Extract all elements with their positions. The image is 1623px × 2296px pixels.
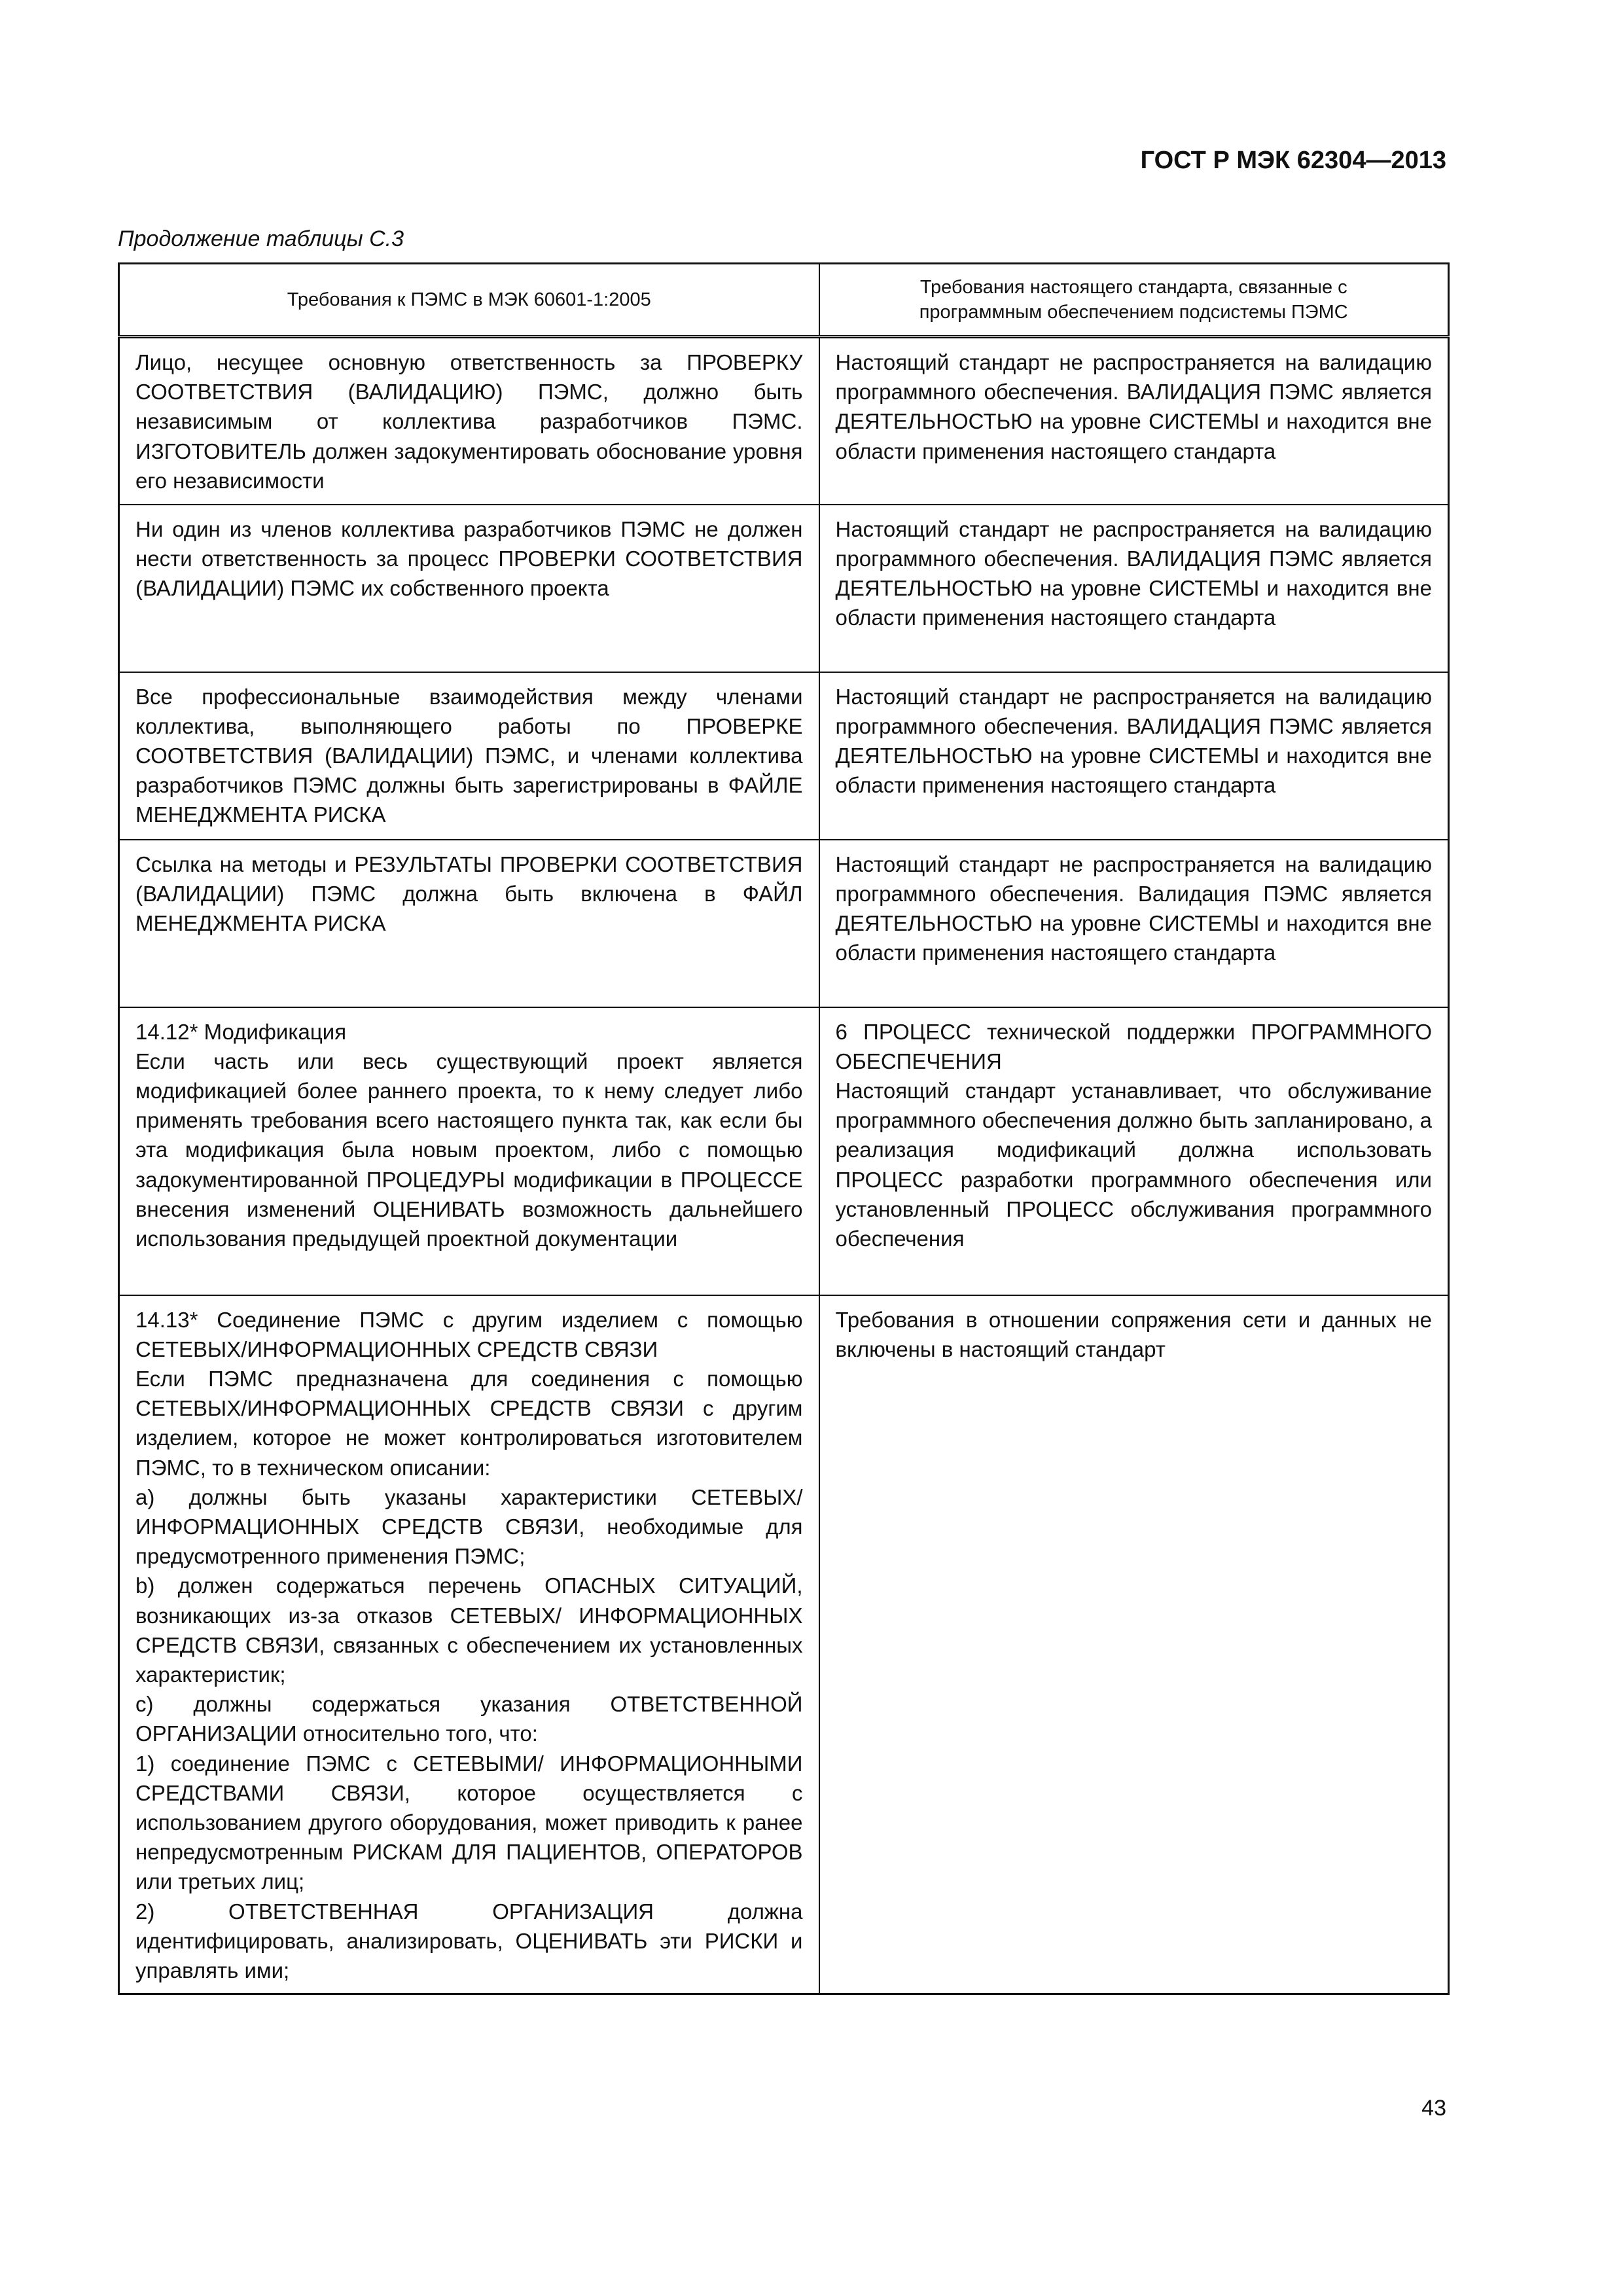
column-header-iec bbox=[119, 264, 819, 337]
cell-right bbox=[819, 337, 1449, 505]
cell-right bbox=[819, 840, 1449, 1007]
cell-left bbox=[119, 840, 819, 1007]
table-row bbox=[119, 1007, 1449, 1295]
cell-left bbox=[119, 337, 819, 505]
cell-right bbox=[819, 1007, 1449, 1295]
cell-right bbox=[819, 505, 1449, 672]
list-item: c) должны содержаться указания ОТВЕТСТВЕННОЙ ОРГАНИЗАЦИИ относительно того, что: bbox=[135, 1692, 803, 1746]
cell-left bbox=[119, 505, 819, 672]
table-row bbox=[119, 337, 1449, 505]
cell-left bbox=[119, 1295, 819, 1994]
column-header-label: Требования к ПЭМС в МЭК 60601-1:2005 bbox=[287, 289, 651, 310]
cell-text: Если ПЭМС предназначена для соединения с помощью СЕТЕВЫХ/ИНФОРМАЦИОННЫХ СРЕДСТВ СВЯЗИ с другим изделием, которое не может контролироваться изготовителем ПЭМС, то в техническом описании: bbox=[135, 1366, 803, 1480]
requirements-table bbox=[118, 262, 1450, 1995]
standard-header: ГОСТ Р МЭК 62304—2013 bbox=[1140, 147, 1446, 174]
cell-left bbox=[119, 1007, 819, 1295]
cell-text: Настоящий стандарт не распространяется на валидацию программного обеспечения. ВАЛИДАЦИЯ ПЭМС является ДЕЯТЕЛЬНОСТЬЮ на уровне СИСТЕМЫ и находится вне области применения настоящего стандарта bbox=[835, 516, 1432, 630]
column-header-label: Требования настоящего стандарта, связанные с программным обеспечением подсистемы ПЭМС bbox=[919, 277, 1348, 323]
cell-text: Ссылка на методы и РЕЗУЛЬТАТЫ ПРОВЕРКИ СООТВЕТСТВИЯ (ВАЛИДАЦИИ) ПЭМС должна быть включена в ФАЙЛ МЕНЕДЖМЕНТА РИСКА bbox=[135, 852, 803, 935]
cell-left bbox=[119, 672, 819, 840]
table-row bbox=[119, 505, 1449, 672]
list-item: 1) соединение ПЭМС с СЕТЕВЫМИ/ ИНФОРМАЦИОННЫМИ СРЕДСТВАМИ СВЯЗИ, которое осуществляется с использованием другого оборудования, может приводить к ранее непредусмотренным РИСКАМ ДЛЯ ПАЦИЕНТОВ, ОПЕРАТОРОВ или третьих лиц; bbox=[135, 1751, 803, 1894]
list-item: a) должны быть указаны характеристики СЕТЕВЫХ/ИНФОРМАЦИОННЫХ СРЕДСТВ СВЯЗИ, необходимые для предусмотренного применения ПЭМС; bbox=[135, 1484, 803, 1569]
cell-text: Если часть или весь существующий проект является модификацией более раннего проекта, то к нему следует либо применять требования всего настоящего пункта так, как если бы эта модификация была новым проектом, либо с помощью задокументированной ПРОЦЕДУРЫ модификации в ПРОЦЕССЕ внесения изменений ОЦЕНИВАТЬ возможность дальнейшего использования предыдущей проектной документации bbox=[135, 1049, 803, 1251]
table-row bbox=[119, 672, 1449, 840]
table-caption: Продолжение таблицы С.3 bbox=[118, 226, 404, 251]
cell-text: Лицо, несущее основную ответственность за ПРОВЕРКУ СООТВЕТСТВИЯ (ВАЛИДАЦИЮ) ПЭМС, должно быть независимым от коллектива разработчиков ПЭМС. ИЗГОТОВИТЕЛЬ должен задокументировать обоснование уровня его независимости bbox=[135, 350, 803, 493]
cell-text: Настоящий стандарт не распространяется на валидацию программного обеспечения. Валидация ПЭМС является ДЕЯТЕЛЬНОСТЬЮ на уровне СИСТЕМЫ и находится вне области применения настоящего стандарта bbox=[835, 852, 1432, 965]
cell-text: Настоящий стандарт не распространяется на валидацию программного обеспечения. ВАЛИДАЦИЯ ПЭМС является ДЕЯТЕЛЬНОСТЬЮ на уровне СИСТЕМЫ и находится вне области применения настоящего стандарта bbox=[835, 684, 1432, 798]
table-header-row bbox=[119, 264, 1449, 337]
table-row bbox=[119, 1295, 1449, 1994]
cell-text: Ни один из членов коллектива разработчиков ПЭМС не должен нести ответственность за процесс ПРОВЕРКИ СООТВЕТСТВИЯ (ВАЛИДАЦИИ) ПЭМС их собственного проекта bbox=[135, 516, 803, 600]
cell-text: Требования в отношении сопряжения сети и данных не включены в настоящий стандарт bbox=[835, 1307, 1432, 1361]
section-heading: 6 ПРОЦЕСС технической поддержки ПРОГРАММНОГО ОБЕСПЕЧЕНИЯ bbox=[835, 1019, 1432, 1073]
table-row bbox=[119, 840, 1449, 1007]
cell-right bbox=[819, 1295, 1449, 1994]
cell-right bbox=[819, 672, 1449, 840]
list-item: b) должен содержаться перечень ОПАСНЫХ СИТУАЦИЙ, возникающих из-за отказов СЕТЕВЫХ/ ИНФОРМАЦИОННЫХ СРЕДСТВ СВЯЗИ, связанных с обеспечением их установленных характеристик; bbox=[135, 1573, 803, 1687]
section-heading: 14.12* Модификация bbox=[135, 1019, 347, 1044]
page-number: 43 bbox=[1421, 2096, 1446, 2121]
cell-text: Все профессиональные взаимодействия между членами коллектива, выполняющего работы по ПРОВЕРКЕ СООТВЕТСТВИЯ (ВАЛИДАЦИИ) ПЭМС, и членами коллектива разработчиков ПЭМС должны быть зарегистрированы в ФАЙЛЕ МЕНЕДЖМЕНТА РИСКА bbox=[135, 684, 803, 827]
cell-text: Настоящий стандарт не распространяется на валидацию программного обеспечения. ВАЛИДАЦИЯ ПЭМС является ДЕЯТЕЛЬНОСТЬЮ на уровне СИСТЕМЫ и находится вне области применения настоящего стандарта bbox=[835, 350, 1432, 463]
list-item: 2) ОТВЕТСТВЕННАЯ ОРГАНИЗАЦИЯ должна идентифицировать, анализировать, ОЦЕНИВАТЬ эти РИСКИ и управлять ими; bbox=[135, 1899, 803, 1982]
section-heading: 14.13* Соединение ПЭМС с другим изделием с помощью СЕТЕВЫХ/ИНФОРМАЦИОННЫХ СРЕДСТВ СВЯЗИ bbox=[135, 1307, 803, 1361]
column-header-standard bbox=[819, 264, 1449, 337]
cell-text: Настоящий стандарт устанавливает, что обслуживание программного обеспечения должно быть запланировано, а реализация модификаций должна использовать ПРОЦЕСС разработки программного обеспечения или установленный ПРОЦЕСС обслуживания программного обеспечения bbox=[835, 1078, 1432, 1251]
